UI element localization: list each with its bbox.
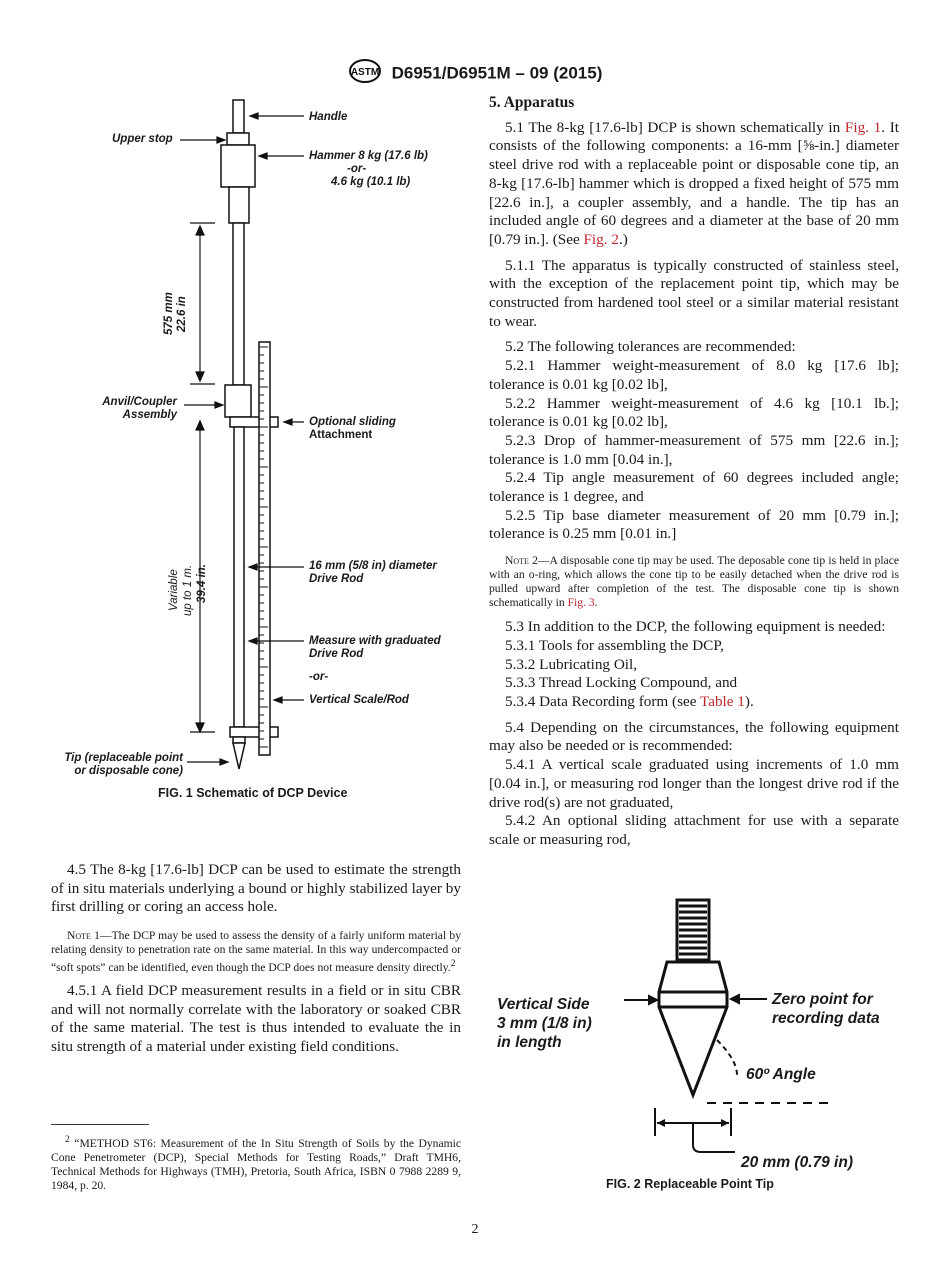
label-anvil-line1: Anvil/Coupler xyxy=(102,396,177,408)
label-variable: Variable xyxy=(168,569,180,611)
note-1-label: Note 1 xyxy=(67,929,100,943)
label-tip xyxy=(55,752,183,778)
label-measure xyxy=(309,635,441,661)
note-2-label: Note 2 xyxy=(505,554,538,568)
footnote-ref: 2 xyxy=(450,958,456,970)
label-hammer-or: -or- xyxy=(347,163,367,175)
paragraph-5-3-2: 5.3.2 Lubricating Oil, xyxy=(505,655,638,673)
label-measure-line2: Drive Rod xyxy=(309,648,364,660)
p51-text-a: 5.1 The 8-kg [17.6-lb] DCP is shown schematically in xyxy=(505,118,845,136)
figure-1 xyxy=(50,95,470,815)
footnote-mark: 2 xyxy=(65,1134,70,1145)
paragraph-5-4-1: 5.4.1 A vertical scale graduated using increments of 1.0 mm [0.04 in.], or measuring rod longer than the longest drive rod if the drive rod(s) are not graduated, xyxy=(489,756,899,811)
paragraph-4-5: 4.5 The 8-kg [17.6-lb] DCP can be used to estimate the strength of in situ materials underlying a bound or highly stabilized layer by first drilling or coring an access hole. xyxy=(51,861,461,916)
figure-1-caption: FIG. 1 Schematic of DCP Device xyxy=(158,786,348,800)
left-column xyxy=(51,861,461,1057)
paragraph-5-1 xyxy=(489,119,899,250)
label-zero-point-line2: recording data xyxy=(772,1010,880,1027)
label-drive-rod-line1: 16 mm (5/8 in) diameter xyxy=(309,560,437,572)
label-measure-line1: Measure with graduated xyxy=(309,635,441,647)
section-title: 5. Apparatus xyxy=(489,94,575,111)
note-1 xyxy=(51,929,461,975)
p51-text-b: . It consists of the following components: a 16-mm [⅝-in.] diameter steel drive rod with a replaceable point or disposable cone tip, an 8-kg [17.6-lb] hammer which is dropped a fixed height of 575 mm [22.6 in.], a coupler assembly, and a handle. The tip has an included angle of 60 degrees and a diameter at the base of 20 mm [0.79 in.]. (See xyxy=(489,118,899,248)
label-tip-line1: Tip (replaceable point xyxy=(64,752,183,764)
paragraph-5-2-5: 5.2.5 Tip base diameter measurement of 20 mm [0.79 in.]; tolerance is 0.25 mm [0.01 in.] xyxy=(489,506,899,543)
paragraph-5-2: 5.2 The following tolerances are recommended: xyxy=(505,338,796,356)
label-measure-or: -or- xyxy=(309,671,329,683)
p534-text-a: 5.3.4 Data Recording form (see xyxy=(505,692,700,710)
dcp-schematic xyxy=(50,95,470,815)
label-sliding-line2: Attachment xyxy=(309,429,373,441)
paragraph-4-5-1: 4.5.1 A field DCP measurement results in a field or in situ CBR and will not normally correlate with the laboratory or soaked CBR of the same material. The test is thus intended to evaluate the in situ strength of a material under existing field conditions. xyxy=(51,981,461,1056)
paragraph-5-3-4 xyxy=(489,693,899,712)
p51-text-c: .) xyxy=(618,230,628,248)
paragraph-5-1-1: 5.1.1 The apparatus is typically constructed of stainless steel, with the exception of the replacement point tip, which may be constructed from hardened tool steel or a similar material resistant to wear. xyxy=(489,256,899,330)
document-designation: D6951/D6951M – 09 (2015) xyxy=(391,63,603,83)
footnote-divider xyxy=(51,1124,149,1125)
label-drive-rod-line2: Drive Rod xyxy=(309,573,364,585)
note-2-end: . xyxy=(594,596,598,610)
label-variable-up-to: up to 1 m. xyxy=(182,564,194,616)
astm-logo xyxy=(348,58,382,89)
label-sliding-line1: Optional sliding xyxy=(309,416,396,428)
note-1-text: —The DCP may be used to assess the density of a fairly uniform material by relating density to penetration rate on the same material. In this way undercompacted or “soft spots” can be identified, even though the DCP does not measure density directly. xyxy=(51,929,461,974)
label-upper-stop: Upper stop xyxy=(112,133,173,145)
label-sliding-attachment xyxy=(309,416,396,442)
link-fig-1[interactable]: Fig. 1 xyxy=(844,118,882,136)
label-tip-line2: or disposable cone) xyxy=(74,765,183,777)
label-vertical-side xyxy=(497,995,592,1052)
right-column xyxy=(489,94,899,850)
label-drop-mm: 575 mm xyxy=(163,292,175,335)
paragraph-5-2-1: 5.2.1 Hammer weight-measurement of 8.0 kg [17.6 lb]; tolerance is 0.01 kg [0.02 lb], xyxy=(489,357,899,393)
label-zero-point-line1: Zero point for xyxy=(772,991,873,1008)
label-anvil-line2: Assembly xyxy=(122,409,177,421)
p534-text-b: ). xyxy=(744,692,754,710)
page-number: 2 xyxy=(471,1222,479,1237)
label-vertical-scale: Vertical Scale/Rod xyxy=(309,694,409,706)
label-vertical-side-line2: 3 mm (1/8 in) xyxy=(497,1015,592,1032)
paragraph-5-4-2: 5.4.2 An optional sliding attachment for use with a separate scale or measuring rod, xyxy=(489,812,899,848)
label-drop-in: 22.6 in xyxy=(176,296,188,332)
paragraph-5-4: 5.4 Depending on the circumstances, the following equipment may also be needed or is recommended: xyxy=(489,718,899,755)
paragraph-5-3-3: 5.3.3 Thread Locking Compound, and xyxy=(505,674,738,692)
label-drive-rod xyxy=(309,560,437,586)
label-variable-in: 39.4 in. xyxy=(196,564,208,603)
label-vertical-side-line3: in length xyxy=(497,1034,562,1051)
label-angle: 60º Angle xyxy=(746,1066,816,1083)
label-hammer-line3: 4.6 kg (10.1 lb) xyxy=(331,176,411,188)
paragraph-5-2-3: 5.2.3 Drop of hammer-measurement of 575 mm [22.6 in.]; tolerance is 1.0 mm [0.04 in.], xyxy=(489,431,899,468)
label-hammer xyxy=(309,150,428,189)
footnote-text: “METHOD ST6: Measurement of the In Situ Strength of Soils by the Dynamic Cone Penetrometer (DCP), Special Methods for Testing Roads,” Draft TMH6, Technical Methods for Highways (TMH), Pretoria, South Africa, ISBN 0 7988 2289 9, 1984, p. 20. xyxy=(51,1136,461,1192)
tip-cone xyxy=(659,962,727,1095)
label-hammer-line1: Hammer 8 kg (17.6 lb) xyxy=(309,150,428,162)
figure-2-caption: FIG. 2 Replaceable Point Tip xyxy=(606,1177,774,1191)
link-fig-3[interactable]: Fig. 3 xyxy=(567,596,595,610)
note-2 xyxy=(489,554,899,610)
label-vertical-side-line1: Vertical Side xyxy=(497,996,590,1013)
label-handle: Handle xyxy=(309,111,348,123)
svg-text:ASTM: ASTM xyxy=(350,67,379,78)
link-table-1[interactable]: Table 1 xyxy=(700,692,745,710)
label-zero-point xyxy=(772,990,880,1028)
figure-2 xyxy=(489,890,909,1180)
paragraph-5-3-1: 5.3.1 Tools for assembling the DCP, xyxy=(505,636,724,654)
label-diameter: 20 mm (0.79 in) xyxy=(741,1154,853,1171)
page-header xyxy=(0,58,950,89)
paragraph-5-2-4: 5.2.4 Tip angle measurement of 60 degrees included angle; tolerance is 1 degree, and xyxy=(489,469,899,506)
link-fig-2[interactable]: Fig. 2 xyxy=(583,230,619,248)
note-2-text: —A disposable cone tip may be used. The deposable cone tip is held in place with an o-ring, which allows the cone tip to be easily detached when the drive rod is pulled upward after completion of the test. The disposable cone tip is shown schematically in xyxy=(489,554,899,610)
label-anvil xyxy=(95,396,177,422)
paragraph-5-3: 5.3 In addition to the DCP, the following equipment is needed: xyxy=(505,618,886,636)
paragraph-5-2-2: 5.2.2 Hammer weight-measurement of 4.6 kg [10.1 lb.]; tolerance is 0.01 kg [0.02 lb], xyxy=(489,394,899,431)
footnote xyxy=(51,1133,461,1193)
